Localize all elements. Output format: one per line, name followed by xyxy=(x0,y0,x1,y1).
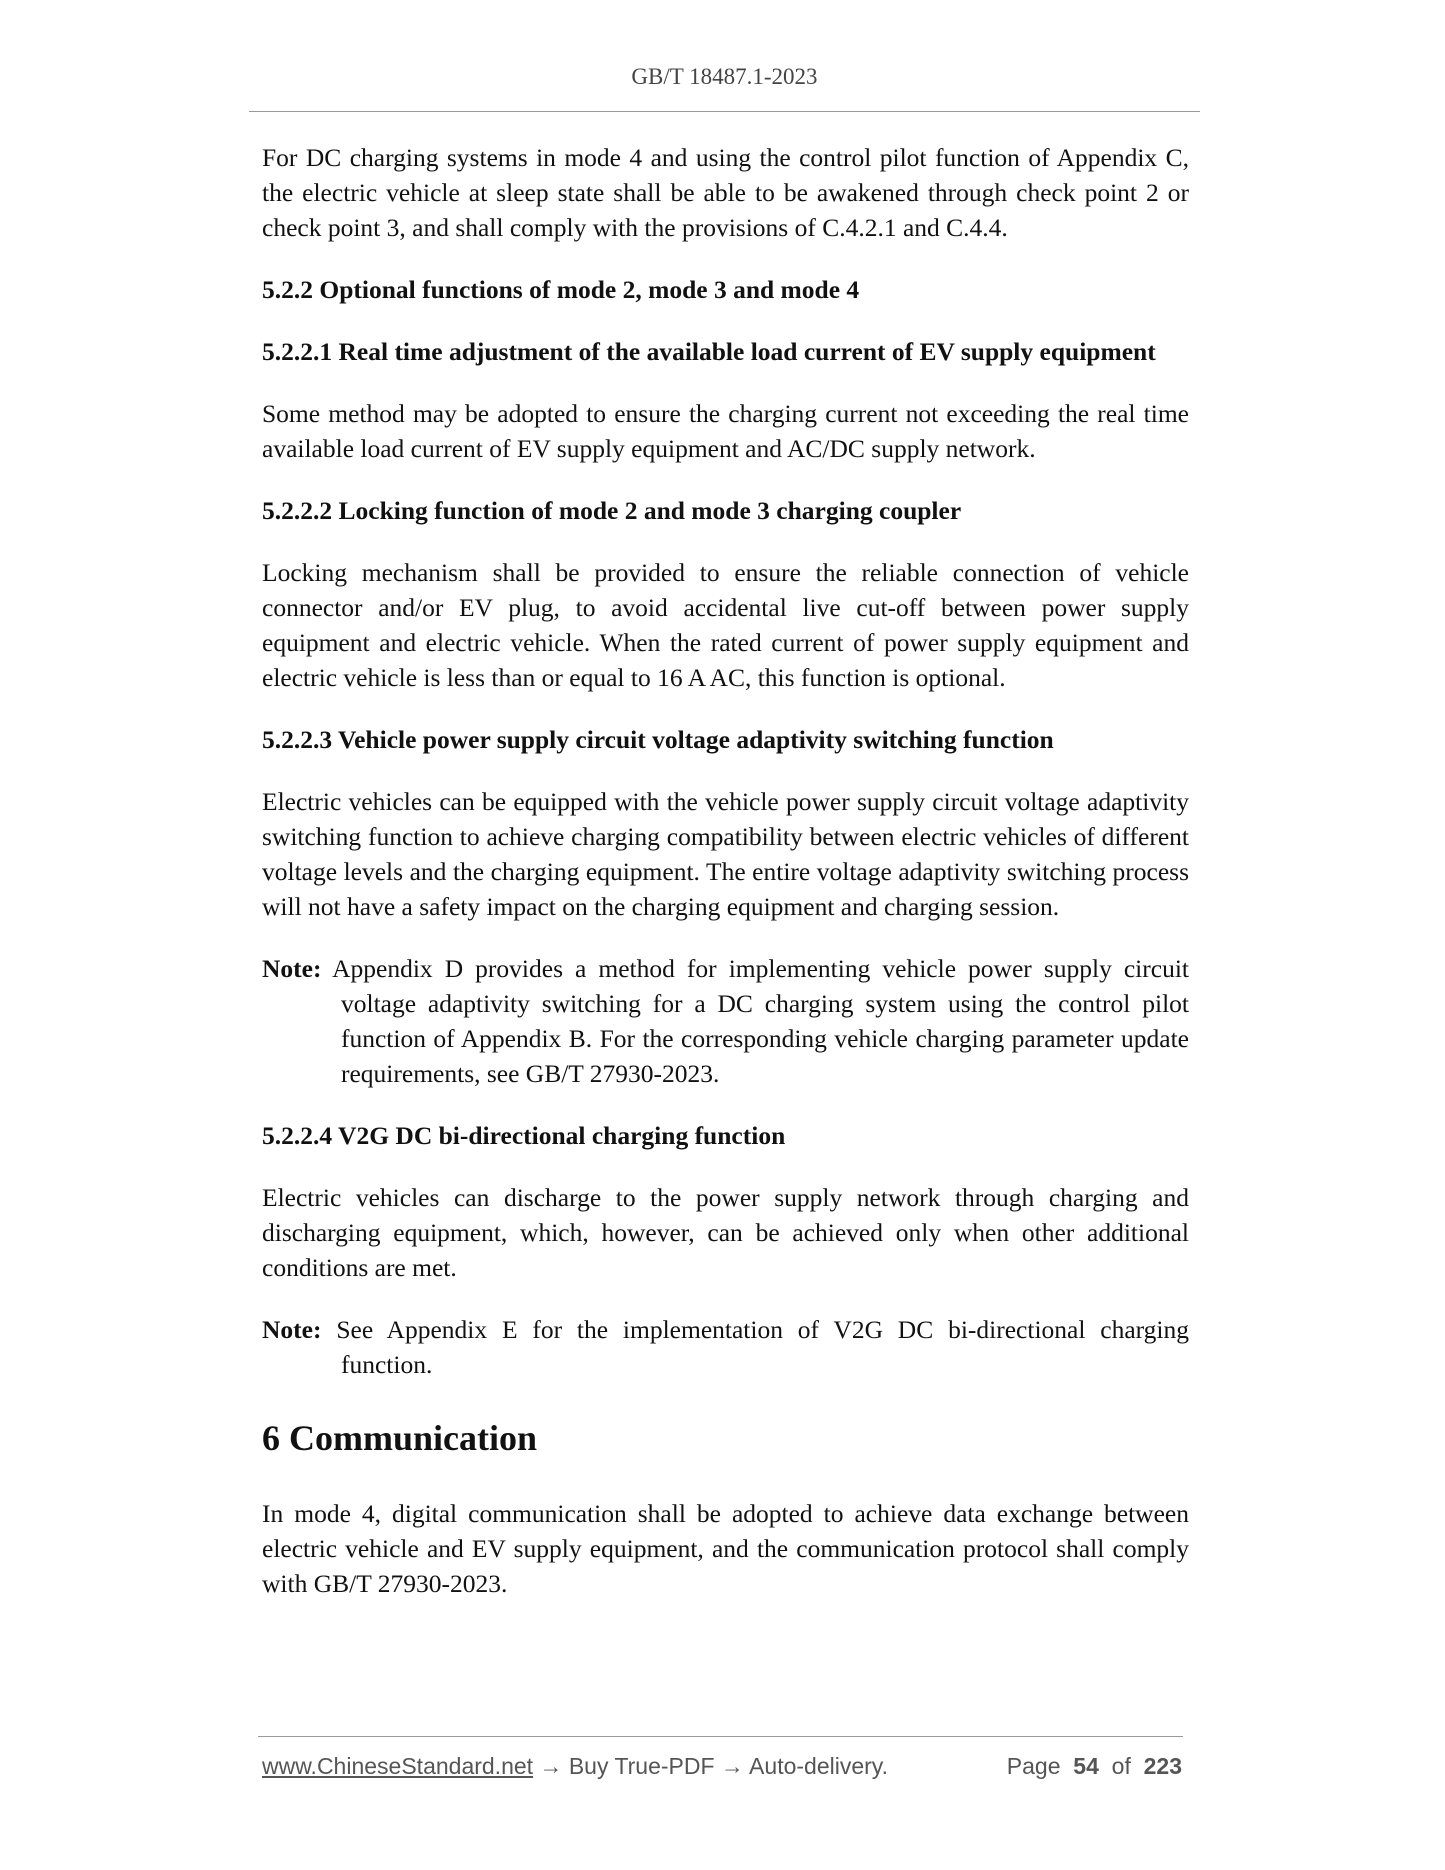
heading-5-2-2-3: 5.2.2.3 Vehicle power supply circuit voltage adaptivity switching function xyxy=(262,725,1054,754)
paragraph-5-2-2-1: Some method may be adopted to ensure the charging current not exceeding the real time available load current of EV supply equipment and AC/DC supply network. xyxy=(262,399,1189,463)
paragraph-6: In mode 4, digital communication shall be adopted to achieve data exchange between electric vehicle and EV supply equipment, and the communication protocol shall comply with GB/T 27930-2023. xyxy=(262,1499,1189,1598)
heading-5-2-2-2: 5.2.2.2 Locking function of mode 2 and mode 3 charging coupler xyxy=(262,496,962,525)
paragraph-intro: For DC charging systems in mode 4 and using the control pilot function of Appendix C, the electric vehicle at sleep state shall be able to be awakened through check point 2 or check point 3, and shall comply with the provisions of C.4.2.1 and C.4.4. xyxy=(262,143,1189,242)
heading-6-communication: 6 Communication xyxy=(262,1418,538,1458)
website-link[interactable]: www.ChineseStandard.net xyxy=(262,1753,534,1779)
note-label: Note: xyxy=(262,954,322,983)
header-divider xyxy=(249,111,1200,112)
note-appendix-e xyxy=(262,1312,1189,1382)
page-label: Page xyxy=(1006,1753,1061,1779)
heading-5-2-2-1: 5.2.2.1 Real time adjustment of the available load current of EV supply equipment xyxy=(262,337,1156,366)
heading-5-2-2: 5.2.2 Optional functions of mode 2, mode 3 and mode 4 xyxy=(262,275,860,304)
running-header: GB/T 18487.1-2023 xyxy=(631,64,818,89)
page-of: of xyxy=(1111,1753,1131,1779)
footer-promo xyxy=(262,1753,888,1780)
footer-promo-text: → Buy True-PDF → Auto-delivery. xyxy=(533,1753,888,1779)
paragraph-5-2-2-2: Locking mechanism shall be provided to ensure the reliable connection of vehicle connector and/or EV plug, to avoid accidental live cut-off between power supply equipment and electric vehicle. When the rated current of power supply equipment and electric vehicle is less than or equal to 16 A AC, this function is optional. xyxy=(262,558,1189,692)
heading-5-2-2-4: 5.2.2.4 V2G DC bi-directional charging function xyxy=(262,1121,786,1150)
page-current: 54 xyxy=(1073,1753,1099,1779)
note-text: Appendix D provides a method for implementing vehicle power supply circuit voltage adaptivity switching for a DC charging system using the control pilot function of Appendix B. For the corresponding vehicle charging parameter update requirements, see GB/T 27930-2023. xyxy=(332,954,1189,1088)
page-total: 223 xyxy=(1143,1753,1182,1779)
footer-divider xyxy=(258,1736,1183,1737)
page-indicator xyxy=(1007,1753,1182,1780)
page-body xyxy=(262,140,1189,1628)
note-appendix-d xyxy=(262,951,1189,1091)
note-text: See Appendix E for the implementation of V2G DC bi-directional charging function. xyxy=(336,1315,1190,1379)
paragraph-5-2-2-4: Electric vehicles can discharge to the power supply network through charging and discharging equipment, which, however, can be achieved only when other additional conditions are met. xyxy=(262,1183,1189,1282)
paragraph-5-2-2-3: Electric vehicles can be equipped with the vehicle power supply circuit voltage adaptivity switching function to achieve charging compatibility between electric vehicles of different voltage levels and the charging equipment. The entire voltage adaptivity switching process will not have a safety impact on the charging equipment and charging session. xyxy=(262,787,1189,921)
note-label: Note: xyxy=(262,1315,322,1344)
